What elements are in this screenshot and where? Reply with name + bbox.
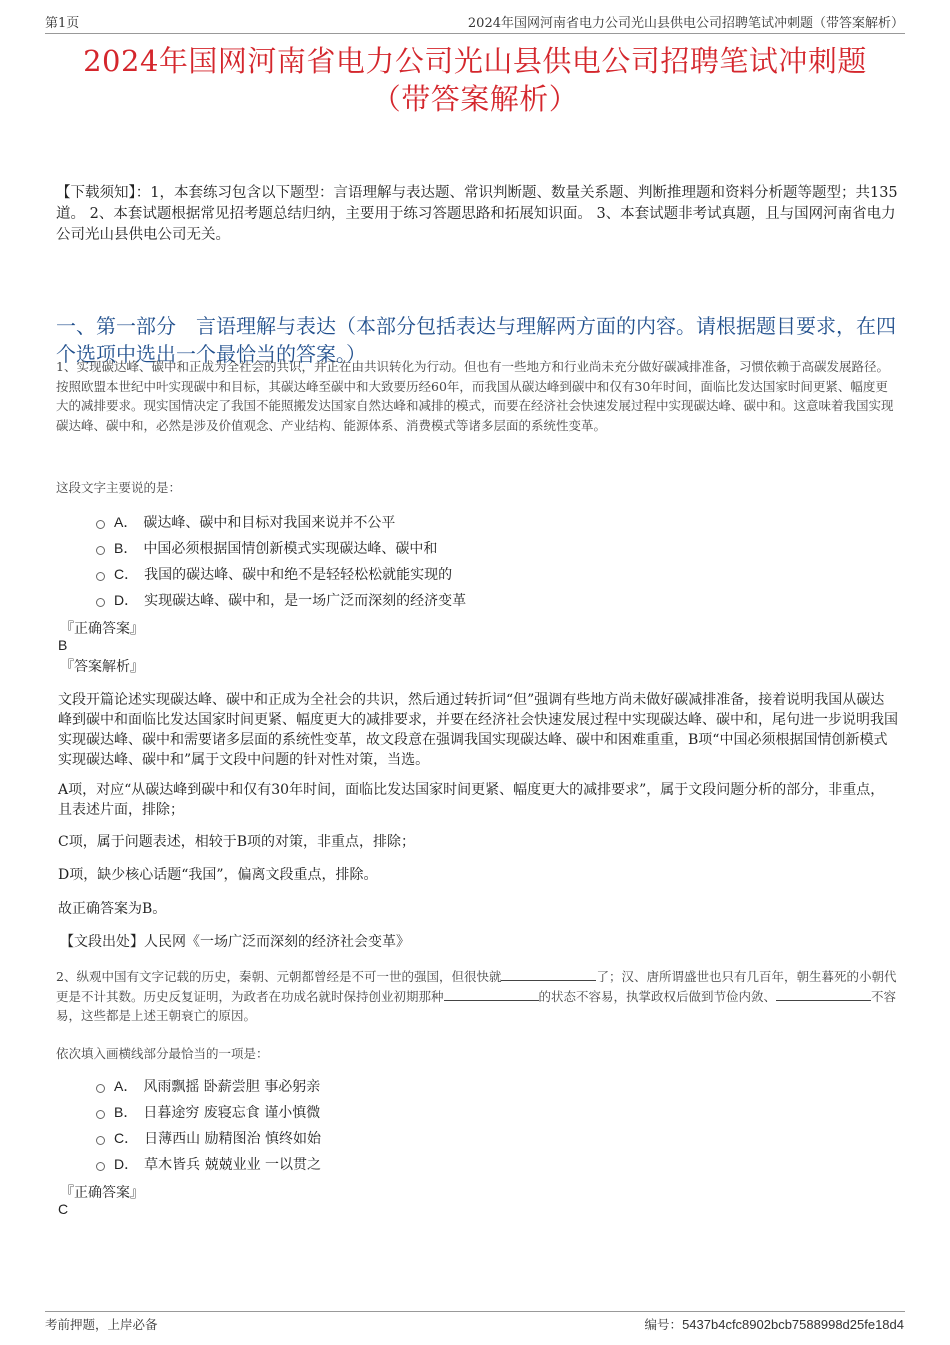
option-letter: A．: [114, 514, 138, 530]
q2-option-c[interactable]: [96, 1128, 321, 1148]
title-line-2: （带答案解析）: [371, 82, 579, 116]
q1-analysis-paragraph: 故正确答案为B。: [58, 901, 167, 917]
q2-answer: C: [58, 1201, 69, 1217]
option-text: 草木皆兵 兢兢业业 一以贯之: [144, 1157, 322, 1173]
footer-divider: [45, 1311, 905, 1312]
option-text: 我国的碳达峰、碳中和绝不是轻轻松松就能实现的: [144, 567, 453, 583]
option-text: 中国必须根据国情创新模式实现碳达峰、碳中和: [143, 541, 438, 557]
option-text: 日暮途穷 废寝忘食 谨小慎微: [143, 1105, 321, 1121]
option-text: 风雨飘摇 卧薪尝胆 事必躬亲: [143, 1079, 321, 1095]
radio-icon[interactable]: [96, 1136, 105, 1145]
fill-blank: [501, 969, 596, 981]
download-notice: 【下载须知】：1，本套练习包含以下题型：言语理解与表达题、常识判断题、数量关系题、判断推理题和资料分析题等题型；共135道。 2、本套试题根据常见招考题总结归纳，主要用于练习答题思路和拓展知识面。 3、本套试题非考试真题，且与国网河南省电力公司光山县供电公司无关。: [56, 185, 898, 243]
title-line-1: 2024年国网河南省电力公司光山县供电公司招聘笔试冲刺题: [83, 44, 867, 78]
question-2-text: [56, 967, 898, 1026]
q1-option-c[interactable]: [96, 564, 452, 584]
q1-answer: B: [58, 637, 68, 653]
q1-analysis-label: 『答案解析』: [60, 659, 144, 675]
q2-text-part: 的状态不容易，执掌政权后做到节俭内敛、: [538, 988, 777, 1004]
q1-source: 【文段出处】人民网《一场广泛而深刻的经济社会变革》: [60, 934, 410, 950]
option-letter: A．: [114, 1078, 138, 1094]
footer-slogan: 考前押题，上岸必备: [45, 1317, 158, 1332]
option-letter: B．: [114, 1104, 138, 1120]
q1-analysis-paragraph: 文段开篇论述实现碳达峰、碳中和正成为全社会的共识，然后通过转折词“但”强调有些地方尚未做好碳减排准备，接着说明我国从碳达峰到碳中和面临比发达国家时间更紧、幅度更大的减排要求，并要在经济社会快速发展过程中实现碳达峰、碳中和，尾句进一步说明我国实现碳达峰、碳中和需要诸多层面的系统性变革，故文段意在强调我国实现碳达峰、碳中和困难重重，B项“中国必须根据国情创新模式实现碳达峰、碳中和”属于文段中问题的针对性对策，当选。: [58, 692, 898, 768]
fill-blank: [444, 989, 539, 1001]
q2-text-part: 不容易，这些都是上述王朝衰亡的原因。: [56, 988, 897, 1023]
question-2-prompt: 依次填入画横线部分最恰当的一项是：: [56, 1046, 269, 1061]
footer-code-value: 5437b4cfc8902bcb7588998d25fe18d4: [682, 1317, 904, 1332]
header-doc-title: 2024年国网河南省电力公司光山县供电公司招聘笔试冲刺题（带答案解析）: [467, 16, 904, 31]
radio-icon[interactable]: [96, 520, 105, 529]
option-text: 实现碳达峰、碳中和，是一场广泛而深刻的经济变革: [144, 593, 467, 609]
q2-option-d[interactable]: [96, 1154, 321, 1174]
radio-icon[interactable]: [96, 1110, 105, 1119]
option-letter: C．: [114, 566, 139, 582]
option-letter: B．: [114, 540, 138, 556]
header-divider: [45, 33, 905, 34]
q1-option-b[interactable]: [96, 538, 437, 558]
fill-blank: [776, 989, 871, 1001]
q1-analysis-paragraph: C项，属于问题表述，相较于B项的对策，非重点，排除；: [58, 834, 415, 850]
option-letter: D．: [114, 592, 139, 608]
page-title: [40, 42, 910, 118]
footer-code: [645, 1315, 904, 1333]
radio-icon[interactable]: [96, 572, 105, 581]
radio-icon[interactable]: [96, 1084, 105, 1093]
q2-option-a[interactable]: [96, 1076, 320, 1096]
question-1-prompt: 这段文字主要说的是：: [56, 480, 182, 495]
radio-icon[interactable]: [96, 1162, 105, 1171]
q1-option-a[interactable]: [96, 512, 395, 532]
q2-text-part: 2、纵观中国有文字记载的历史，秦朝、元朝都曾经是不可一世的强国，但很快就: [56, 969, 502, 984]
option-text: 碳达峰、碳中和目标对我国来说并不公平: [143, 515, 396, 531]
q2-text-part: 了；汉、唐所谓盛世也只有几百年，朝生暮死的小朝代更是不计其数。历史反复证明，为政者在功成名就时保持创业初期那种: [56, 969, 897, 1004]
q2-answer-label: 『正确答案』: [60, 1185, 144, 1201]
footer-code-label: 编号：: [644, 1317, 683, 1332]
q1-analysis-paragraph: A项，对应“从碳达峰到碳中和仅有30年时间，面临比发达国家时间更紧、幅度更大的减排要求”，属于文段问题分析的部分，非重点，且表述片面，排除；: [58, 782, 885, 818]
option-letter: C．: [114, 1130, 139, 1146]
section-heading: 一、第一部分 言语理解与表达（本部分包括表达与理解两方面的内容。请根据题目要求，在四个选项中选出一个最恰当的答案。）: [56, 314, 896, 366]
q1-analysis-paragraph: D项，缺少核心话题“我国”，偏离文段重点，排除。: [58, 867, 378, 883]
radio-icon[interactable]: [96, 546, 105, 555]
question-1-text: 1、实现碳达峰、碳中和正成为全社会的共识，并正在由共识转化为行动。但也有一些地方和行业尚未充分做好碳减排准备，习惯依赖于高碳发展路径。按照欧盟本世纪中叶实现碳中和目标，其碳达峰至碳中和大致要历经60年，而我国从碳达峰到碳中和仅有30年时间，面临比发达国家时间更紧、幅度更大的减排要求。现实国情决定了我国不能照搬发达国家自然达峰和减排的模式，而要在经济社会快速发展过程中实现碳达峰、碳中和。这意味着我国实现碳达峰、碳中和，必然是涉及价值观念、产业结构、能源体系、消费模式等诸多层面的系统性变革。: [56, 359, 894, 433]
radio-icon[interactable]: [96, 598, 105, 607]
page-number: 第1页: [45, 16, 80, 31]
option-text: 日薄西山 励精图治 慎终如始: [144, 1131, 322, 1147]
option-letter: D．: [114, 1156, 139, 1172]
q1-option-d[interactable]: [96, 590, 466, 610]
q1-answer-label: 『正确答案』: [60, 621, 144, 637]
q2-option-b[interactable]: [96, 1102, 320, 1122]
